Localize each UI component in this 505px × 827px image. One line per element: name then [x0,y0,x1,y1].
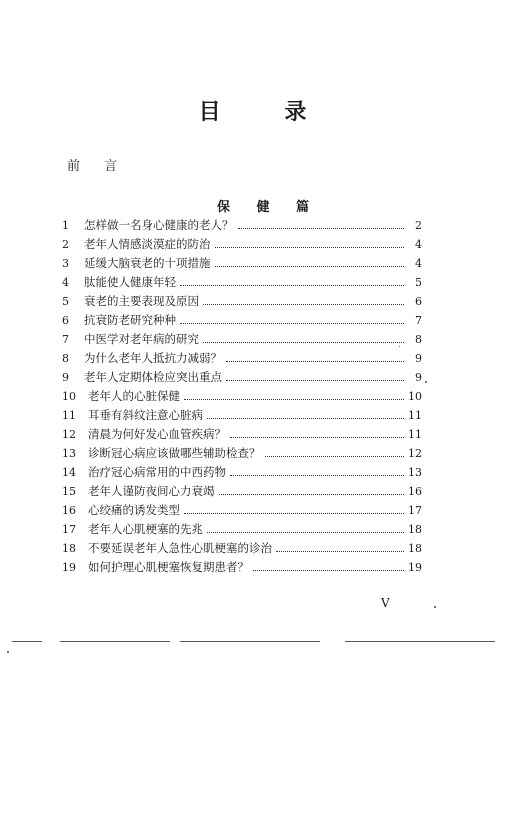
toc-title: 耳垂有斜纹注意心脏病 [88,408,203,422]
toc-row [62,273,422,292]
toc-title: 治疗冠心病常用的中西药物 [88,465,226,479]
toc-page-number: 18 [408,542,422,555]
toc-leader-dots [215,266,405,267]
toc-page-number: 7 [415,314,422,327]
toc-page-number: 10 [408,390,422,403]
toc-title: 抗衰防老研究种种 [84,313,176,327]
toc-leader-dots [184,399,404,400]
toc-number: 3 [62,257,69,270]
toc-title: 心绞痛的诱发类型 [88,503,180,517]
toc-title: 肽能使人健康年轻 [84,275,176,289]
toc-number: 5 [62,295,69,308]
toc-row [62,482,422,501]
toc-leader-dots [207,418,404,419]
toc-page-number: 12 [408,447,422,460]
toc-row [62,235,422,254]
toc-number: 10 [62,390,76,403]
scan-edge-line [12,641,42,642]
toc-leader-dots [184,513,404,514]
toc-row [62,444,422,463]
toc-title: 不要延误老年人急性心肌梗塞的诊治 [88,541,272,555]
page-title: 目 录 [198,100,335,125]
toc-title: 延缓大脑衰老的十项措施 [84,256,211,270]
preface-entry: 前 言 [67,159,128,174]
table-of-contents [62,216,422,577]
toc-row [62,216,422,235]
toc-number: 19 [62,561,76,574]
toc-row [62,368,422,387]
toc-leader-dots [238,228,405,229]
toc-row [62,501,422,520]
toc-number: 1 [62,219,69,232]
toc-leader-dots [180,323,404,324]
toc-page-number: 16 [408,485,422,498]
scan-speck [399,346,400,347]
toc-page-number: 9 [415,371,422,384]
toc-leader-dots [230,475,404,476]
toc-row [62,520,422,539]
toc-number: 6 [62,314,69,327]
toc-number: 17 [62,523,76,536]
toc-leader-dots [230,437,404,438]
scan-edge-line [345,641,495,642]
toc-leader-dots [265,456,405,457]
toc-row [62,463,422,482]
toc-number: 8 [62,352,69,365]
toc-leader-dots [276,551,404,552]
toc-leader-dots [180,285,404,286]
toc-title: 为什么老年人抵抗力减弱？ [84,351,222,365]
toc-page-number: 11 [408,409,422,422]
toc-row [62,254,422,273]
toc-number: 16 [62,504,76,517]
toc-title: 老年人的心脏保健 [88,389,180,403]
toc-number: 7 [62,333,69,346]
toc-leader-dots [226,380,404,381]
toc-row [62,558,422,577]
toc-leader-dots [207,532,404,533]
toc-page-number: 5 [415,276,422,289]
toc-page-number: 18 [408,523,422,536]
toc-page-number: 4 [415,238,422,251]
toc-title: 老年人定期体检应突出重点 [84,370,222,384]
scan-edge-line [60,641,170,642]
toc-number: 2 [62,238,69,251]
toc-page-number: 6 [415,295,422,308]
toc-title: 老年人心肌梗塞的先兆 [88,522,203,536]
scan-speck [425,381,427,383]
toc-title: 中医学对老年病的研究 [84,332,199,346]
section-heading: 保 健 篇 [216,200,321,215]
toc-page-number: 4 [415,257,422,270]
toc-row [62,292,422,311]
toc-number: 13 [62,447,76,460]
toc-row [62,311,422,330]
toc-number: 4 [62,276,69,289]
toc-number: 15 [62,485,76,498]
page-number-roman: V [381,596,390,610]
toc-page-number: 17 [408,504,422,517]
toc-leader-dots [226,361,404,362]
toc-row [62,330,422,349]
toc-page-number: 19 [408,561,422,574]
toc-number: 12 [62,428,76,441]
toc-leader-dots [253,570,404,571]
scan-speck [434,606,436,608]
toc-page-number: 8 [415,333,422,346]
toc-title: 老年人情感淡漠症的防治 [84,237,211,251]
toc-number: 18 [62,542,76,555]
toc-leader-dots [215,247,405,248]
toc-title: 衰老的主要表现及原因 [84,294,199,308]
toc-page-number: 9 [415,352,422,365]
toc-row [62,539,422,558]
toc-page-number: 13 [408,466,422,479]
toc-row [62,349,422,368]
toc-title: 诊断冠心病应该做哪些辅助检查？ [88,446,261,460]
toc-title: 如何护理心肌梗塞恢复期患者？ [88,560,249,574]
toc-leader-dots [219,494,405,495]
toc-leader-dots [203,304,404,305]
toc-row [62,406,422,425]
scan-edge-line [180,641,320,642]
toc-title: 怎样做一名身心健康的老人？ [84,218,234,232]
toc-number: 14 [62,466,76,479]
toc-number: 9 [62,371,69,384]
toc-page-number: 11 [408,428,422,441]
toc-row [62,425,422,444]
toc-leader-dots [203,342,404,343]
toc-number: 11 [62,409,76,422]
toc-row [62,387,422,406]
scan-speck [7,651,9,653]
toc-title: 老年人谨防夜间心力衰竭 [88,484,215,498]
toc-page-number: 2 [415,219,422,232]
toc-title: 清晨为何好发心血管疾病？ [88,427,226,441]
